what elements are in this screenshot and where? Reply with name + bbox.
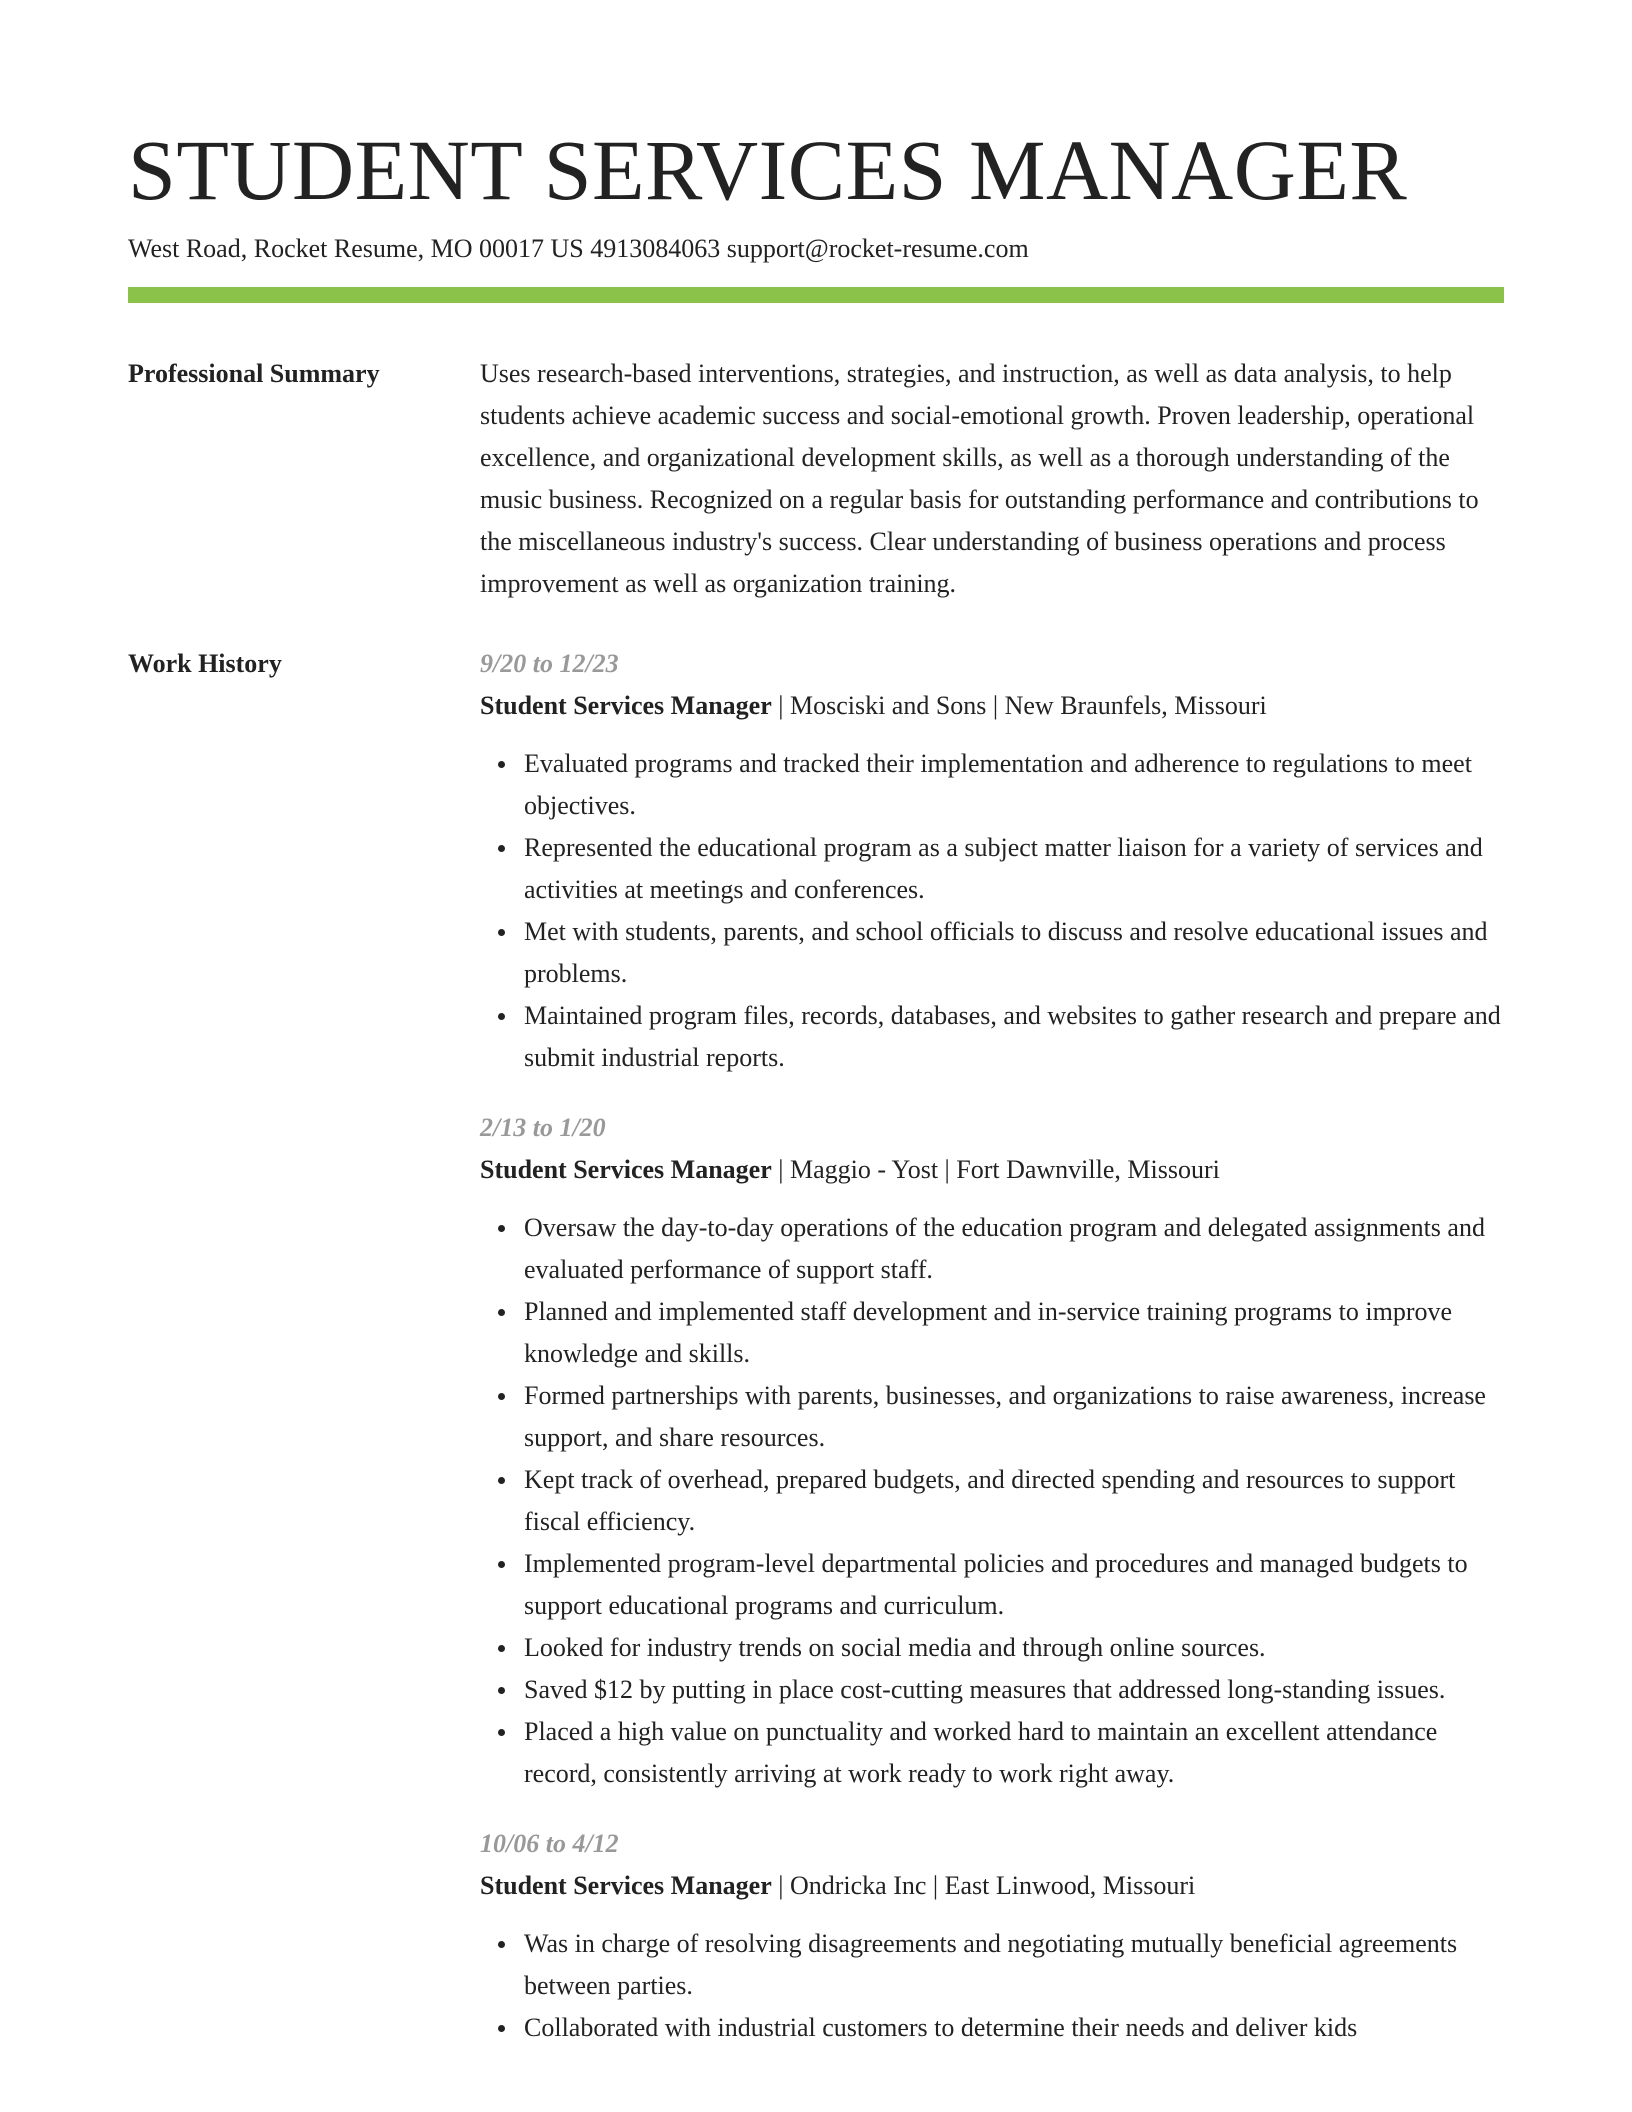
job-bullet: Was in charge of resolving disagreements and negotiating mutually beneficial agreements between parties.	[524, 1923, 1504, 2007]
work-section-title: Work History	[128, 649, 282, 678]
job-bullet: Planned and implemented staff development and in-service training programs to improve knowledge and skills.	[524, 1291, 1504, 1375]
resume-page	[128, 0, 1504, 2077]
job-title-line	[480, 685, 1504, 727]
job-dates: 2/13 to 1/20	[480, 1113, 606, 1142]
job-dates: 9/20 to 12/23	[480, 649, 619, 678]
job-employer-location: | Maggio - Yost | Fort Dawnville, Missouri	[771, 1155, 1220, 1184]
job-dates: 10/06 to 4/12	[480, 1829, 619, 1858]
job-bullet: Kept track of overhead, prepared budgets, and directed spending and resources to support fiscal efficiency.	[524, 1459, 1504, 1543]
job-bullet: Met with students, parents, and school officials to discuss and resolve educational issues and problems.	[524, 911, 1504, 995]
work-history-body	[480, 643, 1504, 2077]
job-entry	[480, 643, 1504, 1079]
job-title-line	[480, 1149, 1504, 1191]
job-title: Student Services Manager	[480, 691, 772, 720]
summary-body	[480, 353, 1504, 605]
job-bullet: Represented the educational program as a subject matter liaison for a variety of services and activities at meetings and conferences.	[524, 827, 1504, 911]
job-bullet-list	[480, 743, 1504, 1079]
resume-name: STUDENT SERVICES MANAGER	[128, 122, 1408, 218]
job-entry	[480, 1823, 1504, 2049]
contact-info: West Road, Rocket Resume, MO 00017 US 4913084063 support@rocket-resume.com	[128, 234, 1029, 263]
job-employer-location: | Mosciski and Sons | New Braunfels, Missouri	[771, 691, 1267, 720]
job-entry	[480, 1107, 1504, 1795]
summary-section-title: Professional Summary	[128, 359, 380, 388]
job-bullet-list	[480, 1923, 1504, 2049]
job-bullet: Looked for industry trends on social media and through online sources.	[524, 1627, 1504, 1669]
work-history-section	[128, 643, 1504, 2077]
job-title-line	[480, 1865, 1504, 1907]
job-bullet: Oversaw the day-to-day operations of the education program and delegated assignments and evaluated performance of support staff.	[524, 1207, 1504, 1291]
job-bullet: Evaluated programs and tracked their implementation and adherence to regulations to meet objectives.	[524, 743, 1504, 827]
job-employer-location: | Ondricka Inc | East Linwood, Missouri	[771, 1871, 1196, 1900]
job-title: Student Services Manager	[480, 1871, 772, 1900]
job-bullet-list	[480, 1207, 1504, 1795]
job-bullet: Collaborated with industrial customers to determine their needs and deliver kids	[524, 2007, 1504, 2049]
job-bullet: Saved $12 by putting in place cost-cutting measures that addressed long-standing issues.	[524, 1669, 1504, 1711]
job-bullet: Implemented program-level departmental policies and procedures and managed budgets to support educational programs and curriculum.	[524, 1543, 1504, 1627]
professional-summary-section	[128, 353, 1504, 605]
job-bullet: Formed partnerships with parents, businesses, and organizations to raise awareness, increase support, and share resources.	[524, 1375, 1504, 1459]
job-bullet: Maintained program files, records, databases, and websites to gather research and prepare and submit industrial reports.	[524, 995, 1504, 1079]
header-accent-bar	[128, 287, 1504, 303]
job-title: Student Services Manager	[480, 1155, 772, 1184]
summary-text: Uses research-based interventions, strategies, and instruction, as well as data analysis, to help students achieve academic success and social-emotional growth. Proven leadership, operational excellence, and organizational development skills, as well as a thorough understanding of the music business. Recognized on a regular basis for outstanding performance and contributions to the miscellaneous industry's success. Clear understanding of business operations and process improvement as well as organization training.	[480, 359, 1479, 598]
job-bullet: Placed a high value on punctuality and worked hard to maintain an excellent attendance record, consistently arriving at work ready to work right away.	[524, 1711, 1504, 1795]
